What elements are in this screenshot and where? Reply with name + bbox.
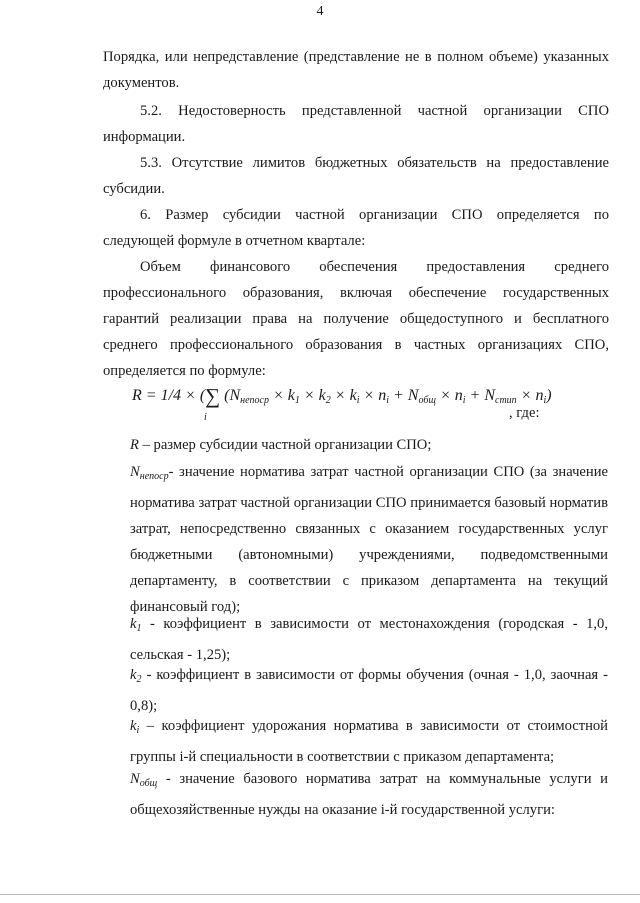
sum-sign: ∑ [205,384,221,408]
page-edge-line [0,894,640,895]
definition-k1: $k_1$ - коэффициент в зависимости от местонахождения (городская - 1,0, сельская - 1,25); [130,616,608,663]
page-number: 4 [316,4,324,19]
paragraph-volume: Объем финансового обеспечения предоставления среднего профессионального образования, включая обеспечение государственных гарантий реализации права на получение общедоступного и бесплатного среднего профессионального образования в частных организациях СПО, определяется по формуле: [103,259,609,379]
subsidy-formula [132,382,612,434]
definition-n-obsh: $N_{общ}$ - значение базового норматива затрат на коммунальные услуги и общехозяйственные нужды на оказание i-й государственной услуги: [130,771,608,818]
formula-where: , где: [509,405,540,421]
paragraph-5-3: 5.3. Отсутствие лимитов бюджетных обязательств на предоставление субсидии. [103,155,609,197]
definition-r: R – размер субсидии частной организации СПО; [130,437,432,453]
formula-expression: R = 1/4 × (∑ $(N_{непоср} \times k_1 \times k_2 \times k_i \times n_i + N_{общ} \times n_i + N_{стип} \times n_i)$ [132,384,552,408]
paragraph-documents: Порядка, или непредставление (представление не в полном объеме) указанных документов. [103,49,609,91]
definition-k2: $k_2$ - коэффициент в зависимости от формы обучения (очная - 1,0, заочная - 0,8); [130,667,608,714]
definition-ki: $k_i$ – коэффициент удорожания норматива в зависимости от стоимостной группы i-й специальности в соответствии с приказом департамента; [130,718,608,765]
paragraph-6: 6. Размер субсидии частной организации СПО определяется по следующей формуле в отчетном квартале: [103,207,609,249]
formula-lhs: R = 1/4 × ( [132,387,206,404]
paragraph-5-2: 5.2. Недостоверность представленной частной организации СПО информации. [103,103,609,145]
definition-n-nepos: $N_{непоср}-$ значение норматива затрат частной организации СПО (за значение норматива затрат частной организации СПО принимается базовый норматив затрат, непосредственно связанных с оказанием государственных услуг бюджетными (автономными) учреждениями, подведомственными департаменту, в соответствии с приказом департамента на текущий финансовый год); [130,464,608,615]
formula-n-nepos: N [229,387,241,404]
sum-index: i [204,412,207,423]
